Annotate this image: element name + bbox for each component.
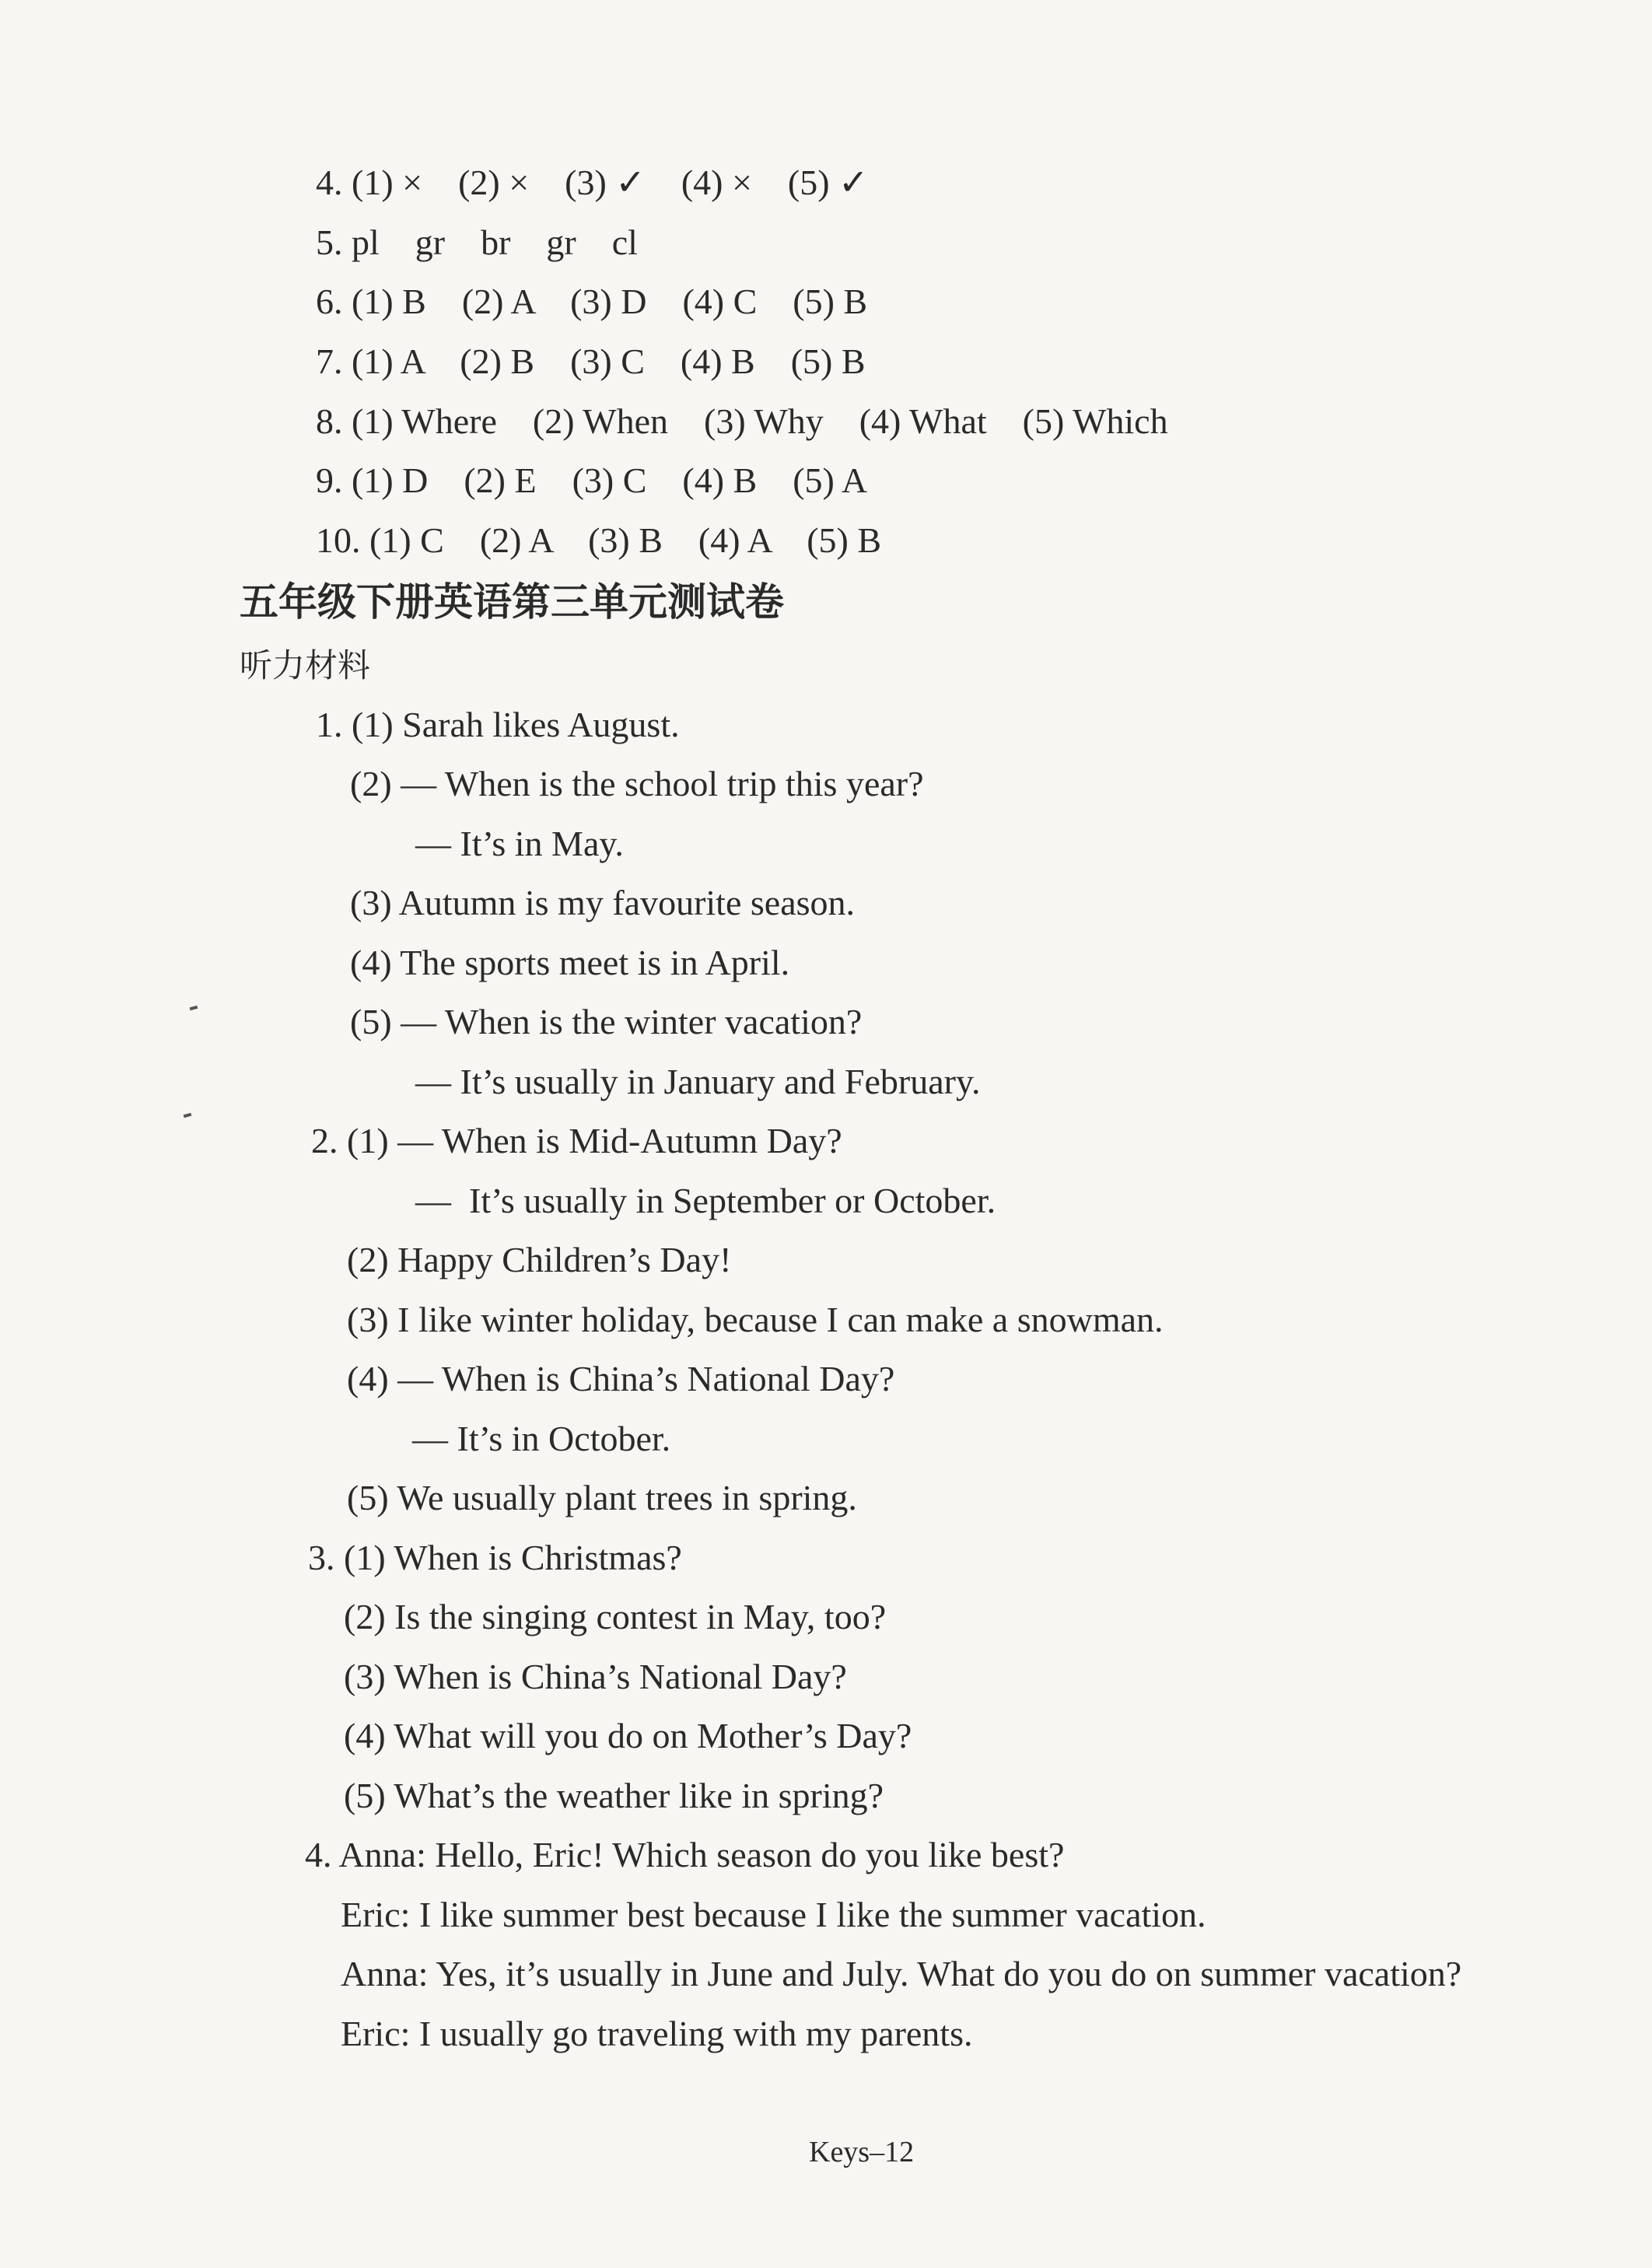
listening-line: (2) — When is the school trip this year? <box>350 764 924 803</box>
listening-line: 2. (1) — When is Mid-Autumn Day? <box>311 1121 842 1160</box>
listening-line: (3) I like winter holiday, because I can make a snowman. <box>347 1300 1164 1339</box>
listening-line: 1. (1) Sarah likes August. <box>316 705 680 744</box>
listening-line: — It’s usually in January and February. <box>415 1062 981 1101</box>
scan-mark <box>190 1006 198 1010</box>
section-title: 五年级下册英语第三单元测试卷 <box>240 579 784 625</box>
listening-line: 3. (1) When is Christmas? <box>308 1538 682 1577</box>
listening-line: (2) Is the singing contest in May, too? <box>344 1597 887 1636</box>
section-subtitle: 听力材料 <box>240 646 371 684</box>
listening-line: (3) Autumn is my favourite season. <box>350 883 856 922</box>
listening-line: (5) We usually plant trees in spring. <box>347 1478 857 1517</box>
answer-line-4: 4. (1) × (2) × (3) ✓ (4) × (5) ✓ <box>316 163 869 202</box>
answer-line-7: 7. (1) A (2) B (3) C (4) B (5) B <box>316 341 866 381</box>
answer-line-5: 5. pl gr br gr cl <box>316 222 638 262</box>
listening-line: (2) Happy Children’s Day! <box>347 1240 732 1279</box>
scan-mark <box>184 1113 192 1118</box>
listening-line: (3) When is China’s National Day? <box>344 1657 847 1696</box>
listening-line: Anna: Yes, it’s usually in June and July. What do you do on summer vacation? <box>341 1954 1462 1993</box>
listening-line: (4) — When is China’s National Day? <box>347 1359 895 1398</box>
listening-line: — It’s usually in September or October. <box>415 1181 996 1220</box>
answer-line-9: 9. (1) D (2) E (3) C (4) B (5) A <box>316 460 868 500</box>
listening-line: 4. Anna: Hello, Eric! Which season do you like best? <box>305 1835 1065 1874</box>
listening-line: Eric: I usually go traveling with my parents. <box>341 2014 973 2053</box>
listening-line: — It’s in May. <box>415 824 624 863</box>
listening-line: — It’s in October. <box>412 1419 671 1458</box>
listening-line: (4) What will you do on Mother’s Day? <box>344 1716 912 1755</box>
answer-line-8: 8. (1) Where (2) When (3) Why (4) What (5) Which <box>316 401 1168 441</box>
listening-line: (4) The sports meet is in April. <box>350 943 790 982</box>
listening-line: Eric: I like summer best because I like the summer vacation. <box>341 1895 1206 1934</box>
listening-line: (5) — When is the winter vacation? <box>350 1002 863 1041</box>
page-number: Keys–12 <box>809 2136 915 2168</box>
answer-line-6: 6. (1) B (2) A (3) D (4) C (5) B <box>316 282 868 321</box>
listening-line: (5) What’s the weather like in spring? <box>344 1776 884 1815</box>
answer-line-10: 10. (1) C (2) A (3) B (4) A (5) B <box>316 520 882 560</box>
